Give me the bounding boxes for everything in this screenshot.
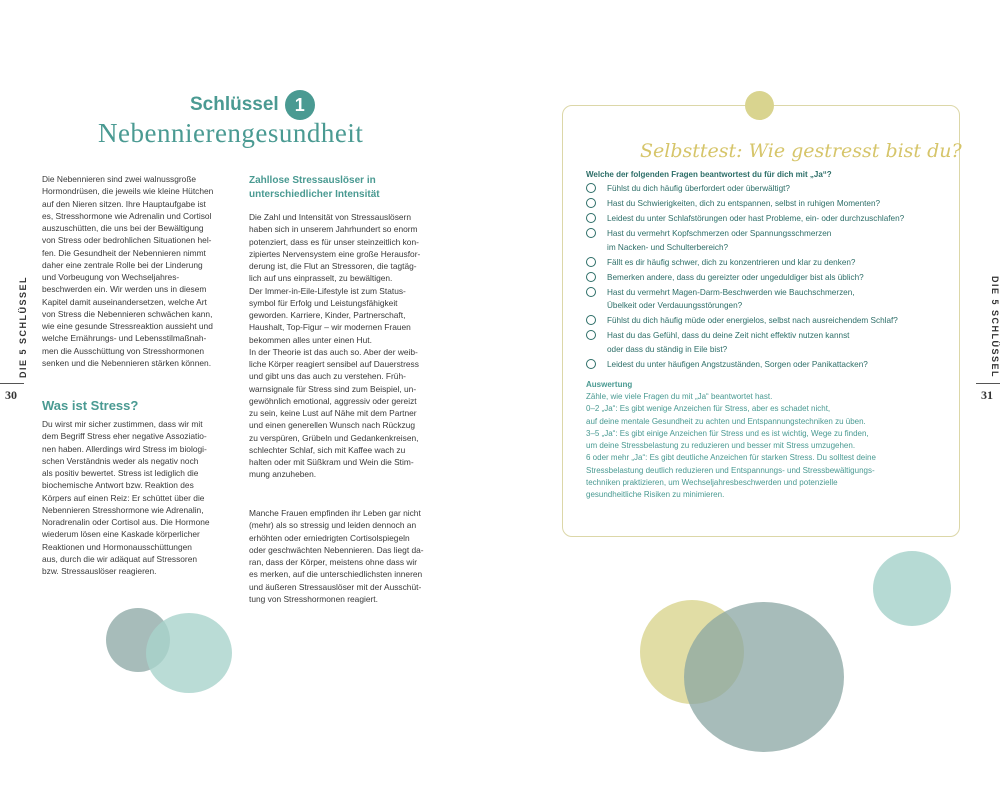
question-list [586,182,946,373]
checkbox-circle-icon[interactable] [586,198,596,208]
question-item[interactable]: Hast du vermehrt Magen-Darm-Beschwerden wie Bauchschmerzen, Übelkeit oder Verdauungsstörungen? [586,286,946,313]
evaluation-heading: Auswertung [586,380,633,389]
column-2-p1 [249,211,444,481]
selftest-intro: Welche der folgenden Fragen beantwortest du für dich mit „Ja“? [586,170,832,179]
evaluation-line: Zähle, wie viele Fragen du mit „Ja“ beantwortet hast. [586,392,773,401]
cortisol-paragraph: Manche Frauen empfinden ihr Leben gar nicht (mehr) als so stressig und leiden dennoch an erhöhten oder erniedrigten Cortisolspiegeln oder geschwächten Nebennieren. Das liegt da- ran, dass der Körper, meistens ohne dass wir es merken, auf die unterschiedlichsten inneren und äußeren Stressauslöser mit der Ausschüt- tung von Stresshormonen reagiert. [249,508,424,604]
right-side-label: DIE 5 SCHLÜSSEL [990,275,1000,379]
evaluation-line: gesundheitliche Risiken zu minimieren. [586,490,725,500]
checkbox-circle-icon[interactable] [586,257,596,267]
question-item[interactable]: Bemerken andere, dass du gereizter oder ungeduldiger bist als üblich? [586,271,946,285]
column-1-intro [42,173,232,369]
intro-paragraph: Die Nebennieren sind zwei walnussgroße Hormondrüsen, die jeweils wie kleine Hütchen auf den Nieren sitzen. Ihre Hauptaufgabe ist es, Stresshormone wie Adrenalin und Cortisol auszuschütten, die uns bei der Bewältigung von Stress oder bedrohlichen Situationen hel- fen. Die Gesundheit der Nebennieren nimmt daher eine zentrale Rolle bei der Linderung und Vorbeugung von Wechseljahres- beschwerden ein. Wir werden uns in diesem Kapitel damit auseinandersetzen, welche Art von Stress die Nebennieren schwächen kann, wie eine gesunde Stressreaktion aussieht und welche Ernährungs- und Lebensstilmaßnah- men die Ausschüttung von Stresshormonen senken und die Nebennieren stärken können. [42,174,214,368]
chapter-number-badge: 1 [285,90,315,120]
evaluation-line: 6 oder mehr „Ja“: Es gibt deutliche Anzeichen für starken Stress. Du solltest deine [586,453,876,463]
decor-blob-grey-large [684,602,844,752]
checkbox-circle-icon[interactable] [586,228,596,238]
checkbox-circle-icon[interactable] [586,315,596,325]
checkbox-circle-icon[interactable] [586,213,596,223]
evaluation-line: um deine Stressbelastung zu reduzieren und besser mit Stress umzugehen. [586,441,856,451]
checkbox-circle-icon[interactable] [586,359,596,369]
evaluation-line: 0–2 „Ja“: Es gibt wenige Anzeichen für Stress, aber es schadet nicht, [586,404,831,414]
decor-blob-mint [146,613,232,693]
column-1-body [42,418,232,577]
chapter-word: Schlüssel [190,94,279,115]
chapter-title: Nebennierengesundheit [98,118,364,148]
triggers-paragraph: Die Zahl und Intensität von Stressauslösern haben sich in unserem Jahrhundert so enorm potenziert, dass es für unser steinzeitlich kon- zipiertes Nervensystem eine große Herausfor- derung ist, die Flut an Stressoren, die tagtäg- lich auf uns einprasselt, zu bewältigen. Der Immer-in-Eile-Lifestyle ist zum Status- symbol für Erfolg und Leistungsfähigkeit geworden. Karriere, Kinder, Partnerschaft, Haushalt, Top-Figur – wir modernen Frauen bekommen alles unter einen Hut. In der Theorie ist das auch so. Aber der weib- liche Körper reagiert sensibel auf Dauerstress und gibt uns das auch zu verstehen. Früh- warnsignale für Stress sind zum Beispiel, un- gewöhnlich emotional, aggressiv oder gereizt zu sein, keine Lust auf Nähe mit dem Partner und einen generellen Wunsch nach Rückzug zu verspüren, Grübeln und Gedankenkreisen, schlechter Schlaf, sich mit Kaffee wach zu halten oder mit Süßkram und Wein die Stim- mung anzuheben. [249,212,421,480]
evaluation-text [586,391,876,502]
question-item[interactable]: Fühlst du dich häufig müde oder energielos, selbst nach ausreichendem Schlaf? [586,314,946,328]
question-item[interactable]: Hast du Schwierigkeiten, dich zu entspannen, selbst in ruhigen Momenten? [586,197,946,211]
section-heading-triggers: Zahllose Stressauslöser in unterschiedlicher Intensität [249,175,380,200]
right-page-rule [976,383,1000,384]
left-side-label: DIE 5 SCHLÜSSEL [18,275,29,379]
checkbox-circle-icon[interactable] [586,330,596,340]
selftest-title: Selbsttest: Wie gestresst bist du? [640,140,962,162]
left-page-rule [0,383,24,384]
question-item[interactable]: Hast du das Gefühl, dass du deine Zeit nicht effektiv nutzen kannst oder dass du ständig in Eile bist? [586,329,946,356]
question-item[interactable]: Fällt es dir häufig schwer, dich zu konzentrieren und klar zu denken? [586,256,946,270]
stress-paragraph: Du wirst mir sicher zustimmen, dass wir mit dem Begriff Stress eher negative Assoziatio- nen haben. Allerdings wird Stress im biologi- schen Verständnis weder als negativ noch als positiv bewertet. Stress ist lediglich die biochemische Antwort bzw. Reaktion des Körpers auf einen Reiz: Er schüttet über die Nebennieren Stresshormone wie Adrenalin, Noradrenalin oder Cortisol aus. Die Hormone wiederum lösen eine Kaskade körperlicher Reaktionen und Hormonausschüttungen aus, durch die wir adäquat auf Stressoren bzw. Stressauslöser reagieren. [42,419,210,576]
section-heading-stress: Was ist Stress? [42,398,139,413]
question-item[interactable]: Hast du vermehrt Kopfschmerzen oder Spannungsschmerzen im Nacken- und Schulterbereich? [586,227,946,254]
evaluation-line: auf deine mentale Gesundheit zu achten und Entspannungstechniken zu üben. [586,416,866,426]
left-page-number: 30 [5,388,17,402]
chapter-heading [190,90,315,120]
checkbox-circle-icon[interactable] [586,183,596,193]
evaluation-line: 3–5 „Ja“: Es gibt einige Anzeichen für Stress und es ist wichtig, Wege zu finden, [586,428,869,438]
question-item[interactable]: Fühlst du dich häufig überfordert oder überwältigt? [586,182,946,196]
checkbox-circle-icon[interactable] [586,272,596,282]
question-item[interactable]: Leidest du unter häufigen Angstzuständen, Sorgen oder Panikattacken? [586,358,946,372]
evaluation-line: Stressbelastung deutlich reduzieren und Entspannungs- und Stressbewältigungs- [586,465,875,475]
question-item[interactable]: Leidest du unter Schlafstörungen oder hast Probleme, ein- oder durchzuschlafen? [586,212,946,226]
right-page-number: 31 [981,388,993,402]
evaluation-line: techniken praktizieren, um Wechseljahresbeschwerden und potenzielle [586,478,838,488]
decor-blob-mint-right [873,551,951,626]
checkbox-circle-icon[interactable] [586,287,596,297]
box-top-dot [745,91,774,120]
column-2-p2 [249,507,444,605]
